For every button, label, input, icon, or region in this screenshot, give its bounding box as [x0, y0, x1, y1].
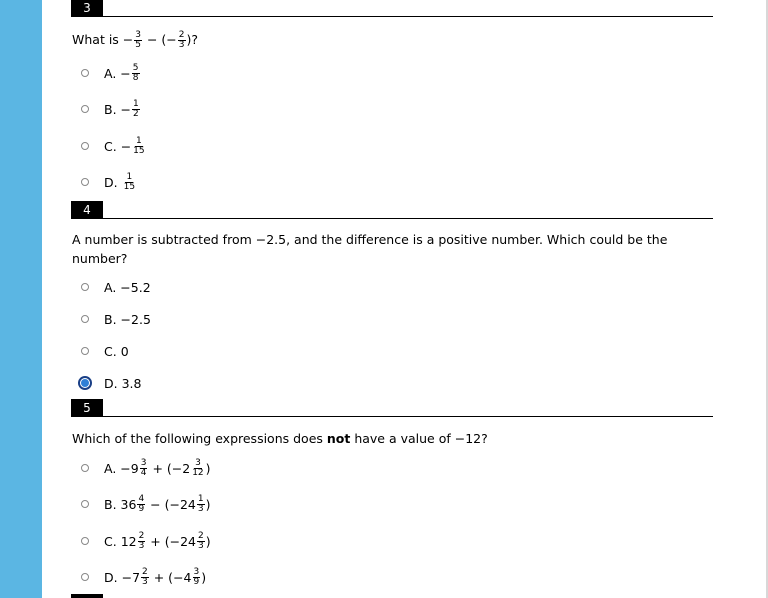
next-question-header-edge	[71, 594, 103, 598]
option-label: D. 1 15	[104, 171, 136, 192]
fraction: 2 3	[138, 530, 145, 551]
fraction: $\frac{3}{5}$	[135, 30, 141, 50]
question-5-header	[71, 399, 713, 418]
question-3-header	[71, 0, 713, 18]
left-side-bar	[0, 0, 42, 598]
question-divider	[71, 16, 713, 17]
option-label: C. 0	[104, 343, 129, 359]
radio-button[interactable]	[81, 69, 89, 77]
radio-button-selected[interactable]	[78, 376, 92, 390]
option-label: B. − $\frac{1}{2}$	[104, 98, 139, 119]
question-5-option-a[interactable]	[78, 456, 211, 480]
radio-button[interactable]	[81, 347, 89, 355]
radio-button[interactable]	[81, 178, 89, 186]
question-4-option-c[interactable]	[78, 339, 129, 363]
question-3-option-a[interactable]	[78, 61, 141, 85]
question-number: 4	[71, 201, 103, 219]
option-label: D. 3.8	[104, 375, 142, 391]
question-3-option-d[interactable]	[78, 170, 137, 194]
radio-button[interactable]	[81, 573, 89, 581]
radio-button[interactable]	[81, 283, 89, 291]
question-4-header	[71, 201, 713, 220]
question-4-prompt: A number is subtracted from −2.5, and the difference is a positive number. Which could be the number?	[72, 232, 668, 266]
question-number: 3	[71, 0, 103, 17]
question-3-prompt: What is − $\frac{3}{5}$ − (− $\frac{2}{3}$ )?	[72, 30, 199, 50]
question-5-option-d[interactable]	[78, 565, 206, 589]
fraction: $\frac{1}{2}$	[133, 98, 139, 119]
option-label: C. − $\frac{1}{15}$	[104, 135, 145, 156]
radio-button[interactable]	[81, 537, 89, 545]
option-label: A. − $\frac{5}{8}$	[104, 62, 139, 83]
fraction: $\frac{1}{15}$	[133, 135, 145, 156]
radio-button[interactable]	[81, 105, 89, 113]
option-label: D. −7 2 3 + (−4 3 9 )	[104, 566, 207, 587]
radio-button[interactable]	[81, 500, 89, 508]
question-divider	[71, 218, 713, 219]
option-label: A. −9 3 4 + (−2 3 12 )	[104, 457, 211, 478]
option-label: B. −2.5	[104, 311, 151, 327]
question-3-option-c[interactable]	[78, 134, 147, 158]
question-number: 5	[71, 399, 103, 417]
fraction: $\frac{5}{8}$	[132, 62, 139, 83]
question-4-option-b[interactable]	[78, 307, 151, 331]
fraction: $\frac{2}{3}$	[178, 30, 185, 50]
option-label: A. −5.2	[104, 279, 151, 295]
fraction: 1 3	[197, 493, 204, 514]
fraction: 4 9	[138, 493, 145, 514]
fraction: 2 3	[142, 566, 148, 587]
option-label: B. 36 4 9 − (−24 1 3 )	[104, 493, 211, 514]
question-divider	[71, 416, 713, 417]
question-3-option-b[interactable]	[78, 97, 141, 121]
fraction: 2 3	[198, 530, 204, 551]
question-5-option-b[interactable]	[78, 492, 211, 516]
question-4-option-d[interactable]	[78, 371, 141, 395]
fraction: 3 9	[193, 566, 200, 587]
fraction: 1 15	[123, 171, 136, 192]
question-5-prompt: Which of the following expressions does not have a value of −12?	[72, 431, 488, 446]
question-4-option-a[interactable]	[78, 275, 151, 299]
option-label: C. 12 2 3 + (−24 2 3 )	[104, 530, 211, 551]
radio-button[interactable]	[81, 464, 89, 472]
fraction: 3 12	[192, 457, 204, 478]
fraction: 3 4	[140, 457, 147, 478]
radio-button[interactable]	[81, 142, 89, 150]
question-5-option-c[interactable]	[78, 529, 211, 553]
radio-button[interactable]	[81, 315, 89, 323]
